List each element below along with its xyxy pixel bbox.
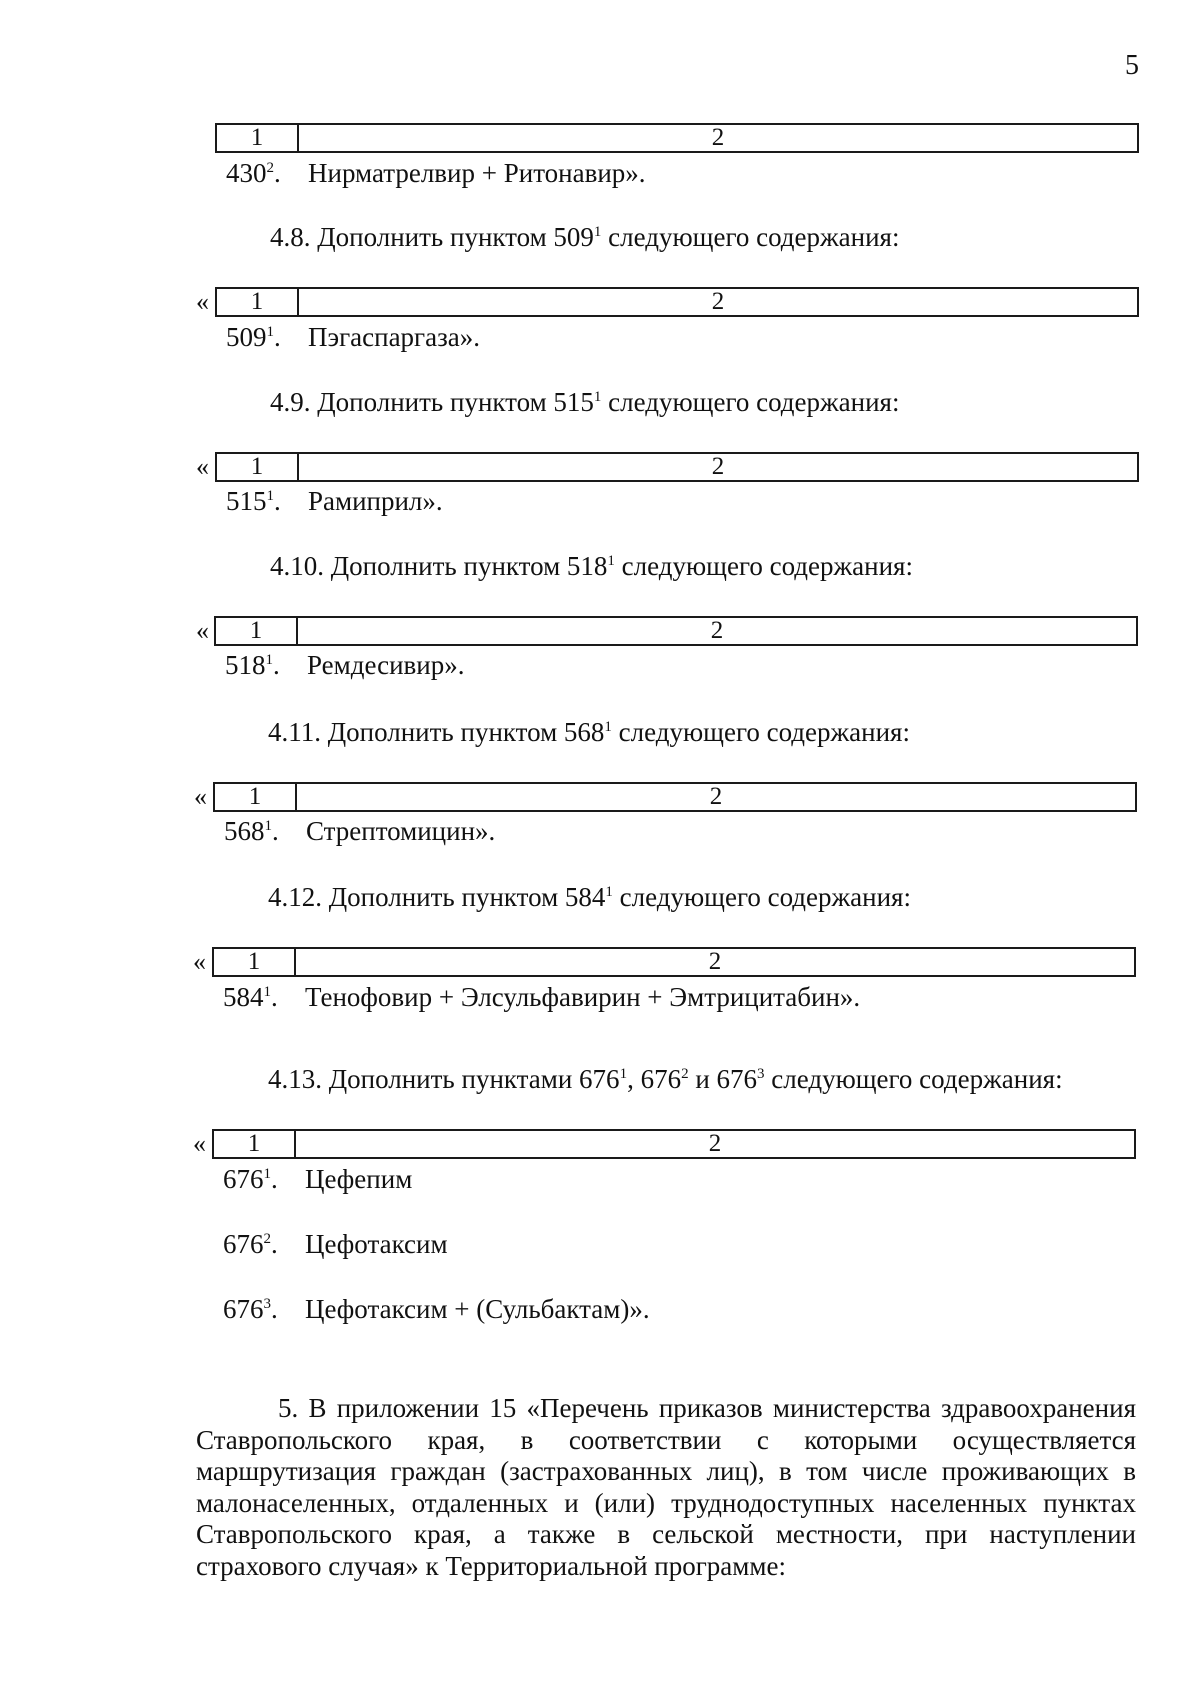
- open-quote: «: [196, 452, 209, 481]
- item-number-sup: 3: [263, 1296, 271, 1312]
- item-number: 518: [225, 650, 266, 680]
- item-number-sup: 1: [264, 818, 272, 834]
- item-number-sup: 1: [263, 984, 271, 1000]
- table-header-col2: 2: [708, 948, 722, 975]
- item-name: Рамиприл».: [308, 486, 443, 516]
- amendment-instruction: 4.10. Дополнить пунктом $518^1$ следующего содержания:: [270, 551, 913, 581]
- item-name: Цефотаксим + (Сульбактам)».: [305, 1294, 650, 1324]
- item-name: Тенофовир + Элсульфавирин + Эмтрицитабин».: [305, 982, 861, 1012]
- table-header: [215, 287, 1139, 317]
- table-header: [213, 782, 1137, 812]
- list-item: $509^1$. Пэгаспаргаза».: [226, 322, 481, 352]
- item-name: Цефепим: [305, 1164, 413, 1194]
- table-header-col2: 2: [711, 288, 725, 315]
- item-number: 676: [223, 1294, 264, 1324]
- table-header: [215, 452, 1139, 482]
- item-number: 568: [224, 816, 265, 846]
- item-number-sup: 2: [266, 160, 274, 176]
- item-name: Цефотаксим: [305, 1229, 448, 1259]
- table-header: [212, 947, 1136, 977]
- list-item: $430^2$. Нирматрелвир + Ритонавир».: [226, 158, 646, 188]
- table-header-col1: 1: [217, 289, 299, 315]
- item-number: 515: [226, 486, 267, 516]
- table-header-col2: 2: [711, 124, 725, 151]
- item-number-sup: 1: [266, 324, 274, 340]
- list-item: $676^1$. Цефепим: [223, 1164, 413, 1194]
- open-quote: «: [193, 1129, 206, 1158]
- table-header-col1: 1: [216, 618, 298, 644]
- item-number: 676: [223, 1164, 264, 1194]
- table-header-col2: 2: [711, 453, 725, 480]
- open-quote: «: [194, 782, 207, 811]
- list-item: $518^1$. Ремдесивир».: [225, 650, 465, 680]
- item-number: 676: [223, 1229, 264, 1259]
- open-quote: «: [196, 287, 209, 316]
- list-item: $568^1$. Стрептомицин».: [224, 816, 496, 846]
- amendment-instruction: 4.8. Дополнить пунктом $509^1$ следующего содержания:: [270, 222, 900, 252]
- table-header-col2: 2: [708, 1130, 722, 1157]
- open-quote: «: [196, 616, 209, 645]
- item-number-sup: 1: [263, 1166, 271, 1182]
- table-header: [212, 1129, 1136, 1159]
- item-number: 509: [226, 322, 267, 352]
- amendment-instruction: 4.12. Дополнить пунктом $584^1$ следующего содержания:: [268, 882, 911, 912]
- list-item: $515^1$. Рамиприл».: [226, 486, 443, 516]
- table-header-col1: 1: [215, 784, 297, 810]
- amendment-instruction: 4.9. Дополнить пунктом $515^1$ следующего содержания:: [270, 387, 900, 417]
- open-quote: «: [193, 947, 206, 976]
- list-item: $676^3$. Цефотаксим + (Сульбактам)».: [223, 1294, 650, 1324]
- table-header-col2: 2: [709, 783, 723, 810]
- table-header-col2: 2: [710, 617, 724, 644]
- list-item: $584^1$. Тенофовир + Элсульфавирин + Эмтрицитабин».: [223, 982, 861, 1012]
- item-name: Пэгаспаргаза».: [308, 322, 481, 352]
- list-item: $676^2$. Цефотаксим: [223, 1229, 448, 1259]
- table-header-col1: 1: [217, 125, 299, 151]
- table-header-col1: 1: [214, 949, 296, 975]
- item-number-sup: 1: [266, 488, 274, 504]
- amendment-instruction: 4.13. Дополнить пунктами $676^1$, $676^2$ и $676^3$ следующего содержания:: [268, 1064, 1063, 1094]
- table-header-col1: 1: [217, 454, 299, 480]
- item-number-sup: 1: [265, 652, 273, 668]
- amendment-instruction: 4.11. Дополнить пунктом $568^1$ следующего содержания:: [268, 717, 910, 747]
- item-name: Нирматрелвир + Ритонавир».: [308, 158, 646, 188]
- table-header: [215, 123, 1139, 153]
- table-header-col1: 1: [214, 1131, 296, 1157]
- item-number: 584: [223, 982, 264, 1012]
- table-header: [214, 616, 1138, 646]
- item-number-sup: 2: [263, 1231, 271, 1247]
- page-number: 5: [1125, 50, 1139, 81]
- item-name: Стрептомицин».: [306, 816, 496, 846]
- item-name: Ремдесивир».: [307, 650, 465, 680]
- paragraph-5: 5. В приложении 15 «Перечень приказов министерства здравоохранения Ставропольского края, в соответствии с которыми осуществляется маршрутизация граждан (застрахованных лиц), в том числе проживающих в малонаселенных, отдаленных и (или) труднодоступных населенных пунктах Ставропольского края, а также в сельской местности, при наступлении страхового случая» к Территориальной программе:: [196, 1393, 1136, 1581]
- item-number: 430: [226, 158, 267, 188]
